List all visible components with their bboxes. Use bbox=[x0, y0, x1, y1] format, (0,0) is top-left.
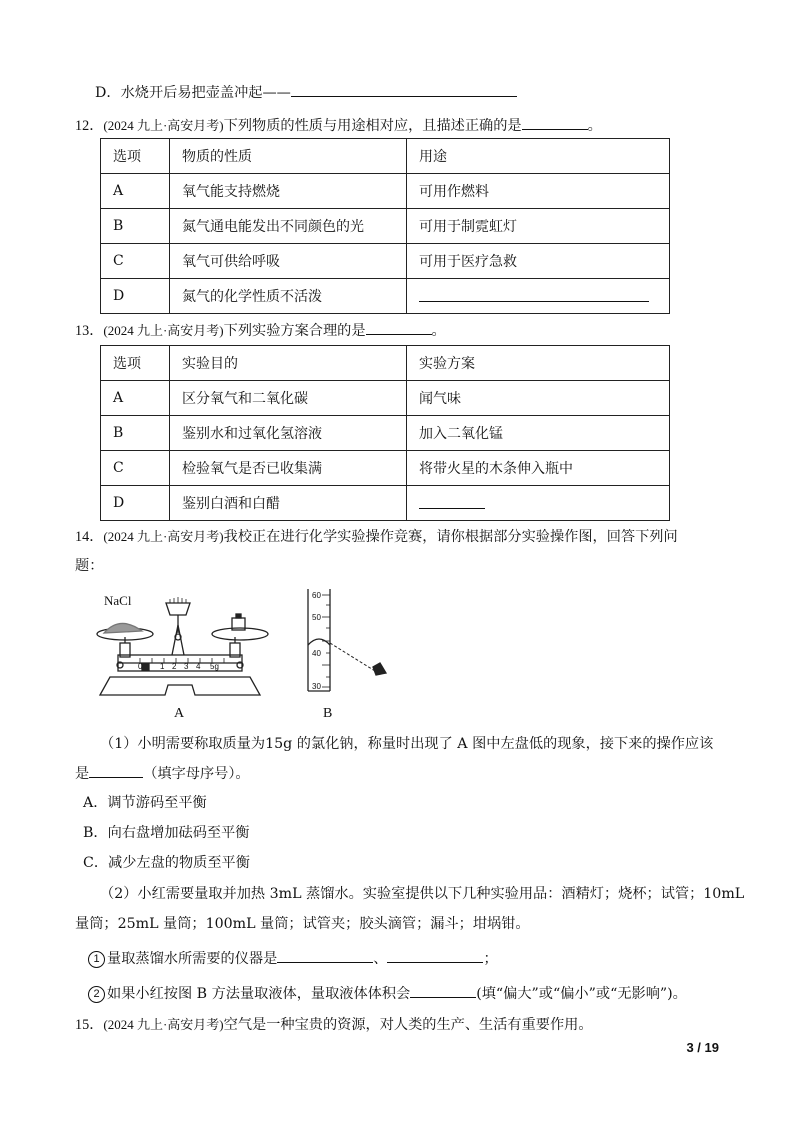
table-header-cell: 物质的性质 bbox=[170, 139, 407, 174]
cylinder-tick-label: 60 bbox=[312, 591, 321, 600]
scale-tick-label: 3 bbox=[184, 662, 189, 671]
answer-blank[interactable] bbox=[522, 115, 588, 130]
table-cell: 氧气能支持燃烧 bbox=[170, 174, 407, 209]
table-cell: 鉴别白酒和白醋 bbox=[170, 486, 407, 521]
table-cell: 加入二氧化锰 bbox=[407, 416, 670, 451]
table-header-cell: 选项 bbox=[101, 346, 170, 381]
table-cell: C bbox=[101, 451, 170, 486]
option-d-text: D．水烧开后易把壶盖冲起—— bbox=[95, 85, 291, 101]
table-cell: 可用于医疗急救 bbox=[407, 244, 670, 279]
table-cell: A bbox=[101, 174, 170, 209]
question-source: (2024 九上·高安月考) bbox=[103, 323, 224, 338]
q14-part1-line2 bbox=[75, 763, 250, 784]
punctuation: 。 bbox=[431, 323, 446, 339]
balance-figure bbox=[97, 597, 268, 695]
table-row bbox=[101, 416, 670, 451]
table-cell: 鉴别水和过氧化氢溶液 bbox=[170, 416, 407, 451]
figure-label-b: B bbox=[323, 706, 333, 721]
scale-tick-label: 2 bbox=[172, 662, 177, 671]
question-text: 空气是一种宝贵的资源，对人类的生产、生活有重要作用。 bbox=[223, 1017, 593, 1033]
option-text: A．调节游码至平衡 bbox=[83, 795, 207, 811]
question-source: (2024 九上·高安月考) bbox=[103, 529, 224, 544]
q14-sub1 bbox=[88, 948, 498, 969]
answer-blank[interactable] bbox=[387, 948, 483, 963]
table-cell: C bbox=[101, 244, 170, 279]
q11-option-d bbox=[95, 82, 517, 103]
table-cell: 氮气通电能发出不同颜色的光 bbox=[170, 209, 407, 244]
table-cell: 可用于制霓虹灯 bbox=[407, 209, 670, 244]
cylinder-tick-label: 30 bbox=[312, 682, 321, 691]
answer-blank[interactable] bbox=[291, 82, 517, 97]
cylinder-tick-label: 40 bbox=[312, 649, 321, 658]
q14-sub2 bbox=[88, 983, 687, 1004]
answer-blank[interactable] bbox=[419, 287, 649, 302]
option-text: B．向右盘增加砝码至平衡 bbox=[83, 825, 250, 841]
answer-blank[interactable] bbox=[410, 983, 476, 998]
option-a bbox=[83, 793, 207, 813]
table-header-cell: 选项 bbox=[101, 139, 170, 174]
answer-blank[interactable] bbox=[89, 763, 143, 778]
option-b bbox=[83, 823, 250, 843]
scale-tick-label: 1 bbox=[160, 662, 165, 671]
question-source: (2024 九上·高安月考) bbox=[103, 1017, 224, 1032]
table-cell: 氮气的化学性质不活泼 bbox=[170, 279, 407, 314]
rider-weight bbox=[142, 664, 149, 670]
table-cell: 区分氧气和二氧化碳 bbox=[170, 381, 407, 416]
q14-part2-line2 bbox=[75, 914, 530, 934]
q14-stem-line2 bbox=[75, 556, 103, 576]
sight-line bbox=[330, 643, 375, 671]
cylinder-tick-label: 50 bbox=[312, 613, 321, 622]
table-row bbox=[101, 381, 670, 416]
table-cell: D bbox=[101, 279, 170, 314]
question-text: 下列物质的性质与用途相对应，且描述正确的是 bbox=[223, 118, 522, 134]
answer-blank[interactable] bbox=[419, 494, 485, 509]
q14-part2-line1 bbox=[100, 884, 744, 904]
table-row bbox=[101, 486, 670, 521]
nacl-label: NaCl bbox=[104, 593, 132, 608]
scale-tick-label: 5g bbox=[210, 662, 219, 671]
q12-table bbox=[100, 138, 670, 314]
table-cell: B bbox=[101, 416, 170, 451]
question-number: 15． bbox=[75, 1017, 104, 1033]
meniscus bbox=[308, 639, 330, 645]
cylinder-figure bbox=[308, 589, 386, 691]
option-c bbox=[83, 853, 250, 873]
q14-figure bbox=[90, 585, 410, 725]
q12-stem bbox=[75, 115, 602, 136]
scale-tick-label: 4 bbox=[196, 662, 201, 671]
table-header-cell: 用途 bbox=[407, 139, 670, 174]
punctuation: 、 bbox=[373, 951, 388, 967]
table-header-row bbox=[101, 139, 670, 174]
question-number: 12． bbox=[75, 118, 104, 134]
table-cell: 将带火星的木条伸入瓶中 bbox=[407, 451, 670, 486]
question-source: (2024 九上·高安月考) bbox=[103, 118, 224, 133]
table-row bbox=[101, 174, 670, 209]
q15-stem bbox=[75, 1015, 593, 1035]
punctuation: 。 bbox=[587, 118, 602, 134]
question-text: 是 bbox=[75, 766, 90, 782]
q13-table bbox=[100, 345, 670, 521]
circled-number: 1 bbox=[88, 951, 105, 968]
option-text: C．减少左盘的物质至平衡 bbox=[83, 855, 250, 871]
question-text: 如果小红按图 B 方法量取液体，量取液体体积会 bbox=[107, 986, 411, 1002]
dial bbox=[166, 603, 190, 615]
page-number: 3 / 19 bbox=[686, 1040, 719, 1055]
eye-icon bbox=[373, 663, 386, 675]
table-row bbox=[101, 209, 670, 244]
table-cell: D bbox=[101, 486, 170, 521]
question-text: 量筒；25mL 量筒；100mL 量筒；试管夹；胶头滴管；漏斗；坩埚钳。 bbox=[75, 916, 530, 932]
question-text: (填“偏大”或“偏小”或“无影响”)。 bbox=[476, 986, 687, 1002]
answer-blank[interactable] bbox=[366, 320, 432, 335]
question-number: 14． bbox=[75, 529, 104, 545]
table-cell: 检验氧气是否已收集满 bbox=[170, 451, 407, 486]
table-cell: 氧气可供给呼吸 bbox=[170, 244, 407, 279]
table-cell: A bbox=[101, 381, 170, 416]
q14-part1-line1 bbox=[100, 734, 713, 754]
question-text: （2）小红需要量取并加热 3mL 蒸馏水。实验室提供以下几种实验用品：酒精灯；烧杯；试管；10mL bbox=[100, 886, 745, 902]
scale-tick-label: 0 bbox=[138, 662, 143, 671]
table-cell: 闻气味 bbox=[407, 381, 670, 416]
answer-blank[interactable] bbox=[277, 948, 373, 963]
table-cell-answer[interactable] bbox=[407, 486, 670, 521]
balance-base bbox=[100, 677, 260, 695]
question-text: 下列实验方案合理的是 bbox=[223, 323, 366, 339]
circled-number: 2 bbox=[88, 986, 105, 1003]
question-text: 题： bbox=[75, 558, 104, 574]
q14-stem-line1 bbox=[75, 527, 678, 547]
question-text: 我校正在进行化学实验操作竞赛，请你根据部分实验操作图，回答下列问 bbox=[223, 529, 678, 545]
figure-label-a: A bbox=[174, 706, 185, 721]
punctuation: ； bbox=[483, 951, 498, 967]
table-row bbox=[101, 451, 670, 486]
table-header-cell: 实验方案 bbox=[407, 346, 670, 381]
table-cell: B bbox=[101, 209, 170, 244]
question-text: （1）小明需要称取质量为15g 的氯化钠，称量时出现了 A 图中左盘低的现象，接下来的操作应该 bbox=[100, 736, 714, 752]
q13-stem bbox=[75, 320, 446, 341]
table-header-row bbox=[101, 346, 670, 381]
table-cell-answer[interactable] bbox=[407, 279, 670, 314]
table-header-cell: 实验目的 bbox=[170, 346, 407, 381]
table-row bbox=[101, 279, 670, 314]
question-text: 量取蒸馏水所需要的仪器是 bbox=[107, 951, 278, 967]
table-row bbox=[101, 244, 670, 279]
question-text: （填字母序号）。 bbox=[143, 766, 250, 782]
question-number: 13． bbox=[75, 323, 104, 339]
nacl-pile bbox=[104, 623, 142, 633]
table-cell: 可用作燃料 bbox=[407, 174, 670, 209]
